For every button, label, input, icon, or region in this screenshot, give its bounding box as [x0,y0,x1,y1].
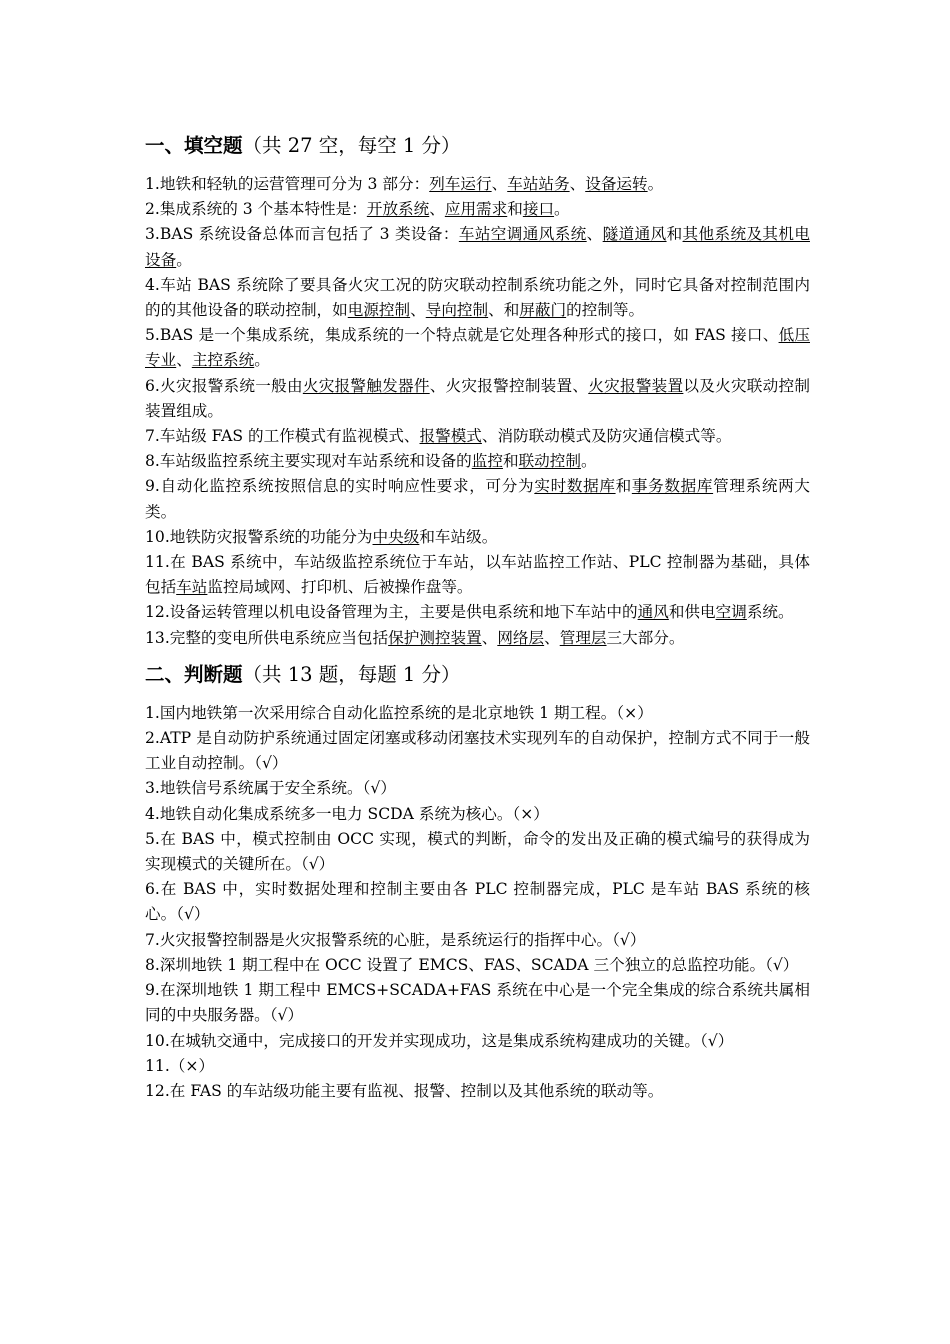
question-text: 、 [429,200,445,219]
answer-blank: 报警模式 [419,427,482,446]
question-item [145,726,810,776]
question-item [145,172,810,197]
answer-blank: 列车运行 [429,175,492,193]
section-title-true-false [145,659,810,691]
question-item [145,701,810,726]
question-item [145,626,810,651]
question-item [145,525,810,550]
answer-blank: 网络层 [497,628,545,647]
answer-blank: 保护测控装置 [388,628,482,647]
question-text: 管理系统两大类。 [145,477,810,521]
question-text: 11.（×） [145,1056,215,1075]
answer-blank: 开放系统 [366,200,430,219]
answer-blank: 隧道通风 [602,225,667,244]
question-text: 10.地铁防灾报警系统的功能分为 [145,527,373,546]
question-text: 、 [544,628,560,647]
question-item [145,1054,810,1079]
question-item [145,474,810,524]
answer-blank: 火灾报警触发器件 [302,376,430,395]
question-text: 。 [580,452,597,471]
question-text: 和 [507,200,523,219]
answer-blank: 屏蔽门 [519,301,567,320]
question-item [145,802,810,827]
question-item [145,550,810,600]
question-text: 和供电 [668,603,716,622]
question-text: 1.地铁和轻轨的运营管理可分为 3 部分： [145,175,430,193]
question-text: 和 [666,225,683,244]
answer-blank: 应用需求 [444,200,508,219]
answer-blank: 火灾报警装置 [588,376,684,395]
question-text: 、 [586,225,603,244]
answer-blank: 车站空调通风系统 [458,225,587,244]
answer-blank: 低压专业 [145,326,810,370]
question-text: 8.深圳地铁 1 期工程中在 OCC 设置了 EMCS、FAS、SCADA 三个独立的总监控功能。（√） [145,955,799,974]
answer-blank: 管理层 [559,628,607,647]
question-text: 5.在 BAS 中，模式控制由 OCC 实现，模式的判断，命令的发出及正确的模式编号的获得成为实现模式的关键所在。（√） [145,829,810,874]
question-text: 三大部分。 [606,628,685,647]
question-text: 9.自动化监控系统按照信息的实时响应性要求，可分为 [145,477,535,496]
question-item [145,827,810,877]
question-text: 、和 [488,301,520,320]
question-item [145,424,810,449]
question-item [145,374,810,424]
question-item [145,776,810,801]
question-text: 、 [569,175,586,193]
question-text: 3.地铁信号系统属于安全系统。（√） [145,779,396,798]
question-text: 12.在 FAS 的车站级功能主要有监视、报警、控制以及其他系统的联动等。 [145,1081,664,1100]
question-text: 3.BAS 系统设备总体而言包括了 3 类设备： [145,225,459,244]
answer-blank: 实时数据库 [534,477,616,496]
question-text: 11.在 BAS 系统中，车站级监控系统位于车站，以车站监控工作站、PLC 控制器为基础，具体包括 [145,553,810,597]
answer-blank: 事务数据库 [631,477,714,496]
question-text: 12.设备运转管理以机电设备管理为主，主要是供电系统和地下车站中的 [145,603,638,622]
question-item [145,953,810,978]
question-item [145,877,810,927]
question-text: 、火灾报警控制装置、 [429,376,589,395]
question-item [145,1029,810,1054]
question-text: 13.完整的变电所供电系统应当包括 [145,628,389,647]
question-item [145,928,810,953]
question-text: 4.地铁自动化集成系统多一电力 SCDA 系统为核心。（×） [145,804,549,823]
question-text: 8.车站级监控系统主要实现对车站系统和设备的 [145,452,472,471]
answer-blank: 接口 [522,200,555,219]
question-text: 5.BAS 是一个集成系统，集成系统的一个特点就是它处理各种形式的接口，如 FAS 接口、 [145,326,779,345]
question-text: 7.火灾报警控制器是火灾报警系统的心脏，是系统运行的指挥中心。（√） [145,930,646,949]
question-item [145,323,810,373]
question-text: 。 [254,351,270,370]
answer-blank: 主控系统 [191,351,255,370]
answer-blank: 车站站务 [507,175,570,193]
section-heading: 二、判断题 [145,662,243,686]
answer-blank: 监控 [471,452,503,471]
question-text: 以及火灾联动控制装置组成。 [145,376,810,420]
question-item [145,197,810,222]
question-text: 6.火灾报警系统一般由 [145,376,303,395]
answer-blank: 其他系统及其机电设备 [145,225,810,269]
question-text: 和 [502,452,519,471]
answer-blank: 设备运转 [585,175,648,193]
question-text: 6.在 BAS 中，实时数据处理和控制主要由各 PLC 控制器完成，PLC 是车站 BAS 系统的核心。（√） [145,880,810,924]
question-item [145,449,810,474]
question-text: 和车站级。 [419,527,498,546]
answer-blank: 中央级 [372,527,420,546]
question-text: 。 [554,200,570,219]
question-text: 、消防联动模式及防灾通信模式等。 [481,427,732,446]
section-scoring-note: （共 27 空，每空 1 分） [242,134,461,157]
section-scoring-note: （共 13 题，每题 1 分） [242,662,461,686]
question-text: 。 [176,250,192,269]
answer-blank: 车站 [176,578,208,597]
question-item [145,222,810,272]
question-text: 2.ATP 是自动防护系统通过固定闭塞或移动闭塞技术实现列车的自动保护，控制方式不同于一般工业自动控制。（√） [145,729,810,773]
question-text: 的控制等。 [566,301,645,320]
question-text: 9.在深圳地铁 1 期工程中 EMCS+SCADA+FAS 系统在中心是一个完全集成的综合系统共属相同的中央服务器。（√） [145,981,810,1025]
question-text: 7.车站级 FAS 的工作模式有监视模式、 [145,427,420,446]
question-text: 2.集成系统的 3 个基本特性是： [145,200,367,219]
question-text: 、 [176,351,192,370]
true-false-question-list [145,701,810,1104]
answer-blank: 空调 [715,603,747,622]
section-title-fill-blank [145,130,810,162]
question-text: 10.在城轨交通中，完成接口的开发并实现成功，这是集成系统构建成功的关键。（√） [145,1031,734,1050]
answer-blank: 电源控制 [347,301,411,320]
question-text: 、 [491,175,508,193]
question-item [145,978,810,1028]
question-text: 系统。 [746,603,794,622]
question-text: 4.车站 BAS 系统除了要具备火灾工况的防灾联动控制系统功能之外，同时它具备对控制范围内的的其他设备的联动控制，如 [145,275,810,320]
question-text: 和 [615,477,632,496]
fill-blank-question-list [145,172,810,651]
question-item [145,600,810,625]
question-text: 监控局域网、打印机、后被操作盘等。 [207,578,473,597]
question-text: 。 [647,175,664,193]
answer-blank: 联动控制 [518,452,581,471]
question-item [145,273,810,323]
answer-blank: 通风 [637,603,669,622]
question-text: 、 [410,301,426,320]
section-heading: 一、填空题 [145,134,243,157]
question-text: 1.国内地铁第一次采用综合自动化监控系统的是北京地铁 1 期工程。（×） [145,703,653,722]
question-text: 、 [481,628,498,647]
answer-blank: 导向控制 [425,301,489,320]
question-item [145,1079,810,1104]
